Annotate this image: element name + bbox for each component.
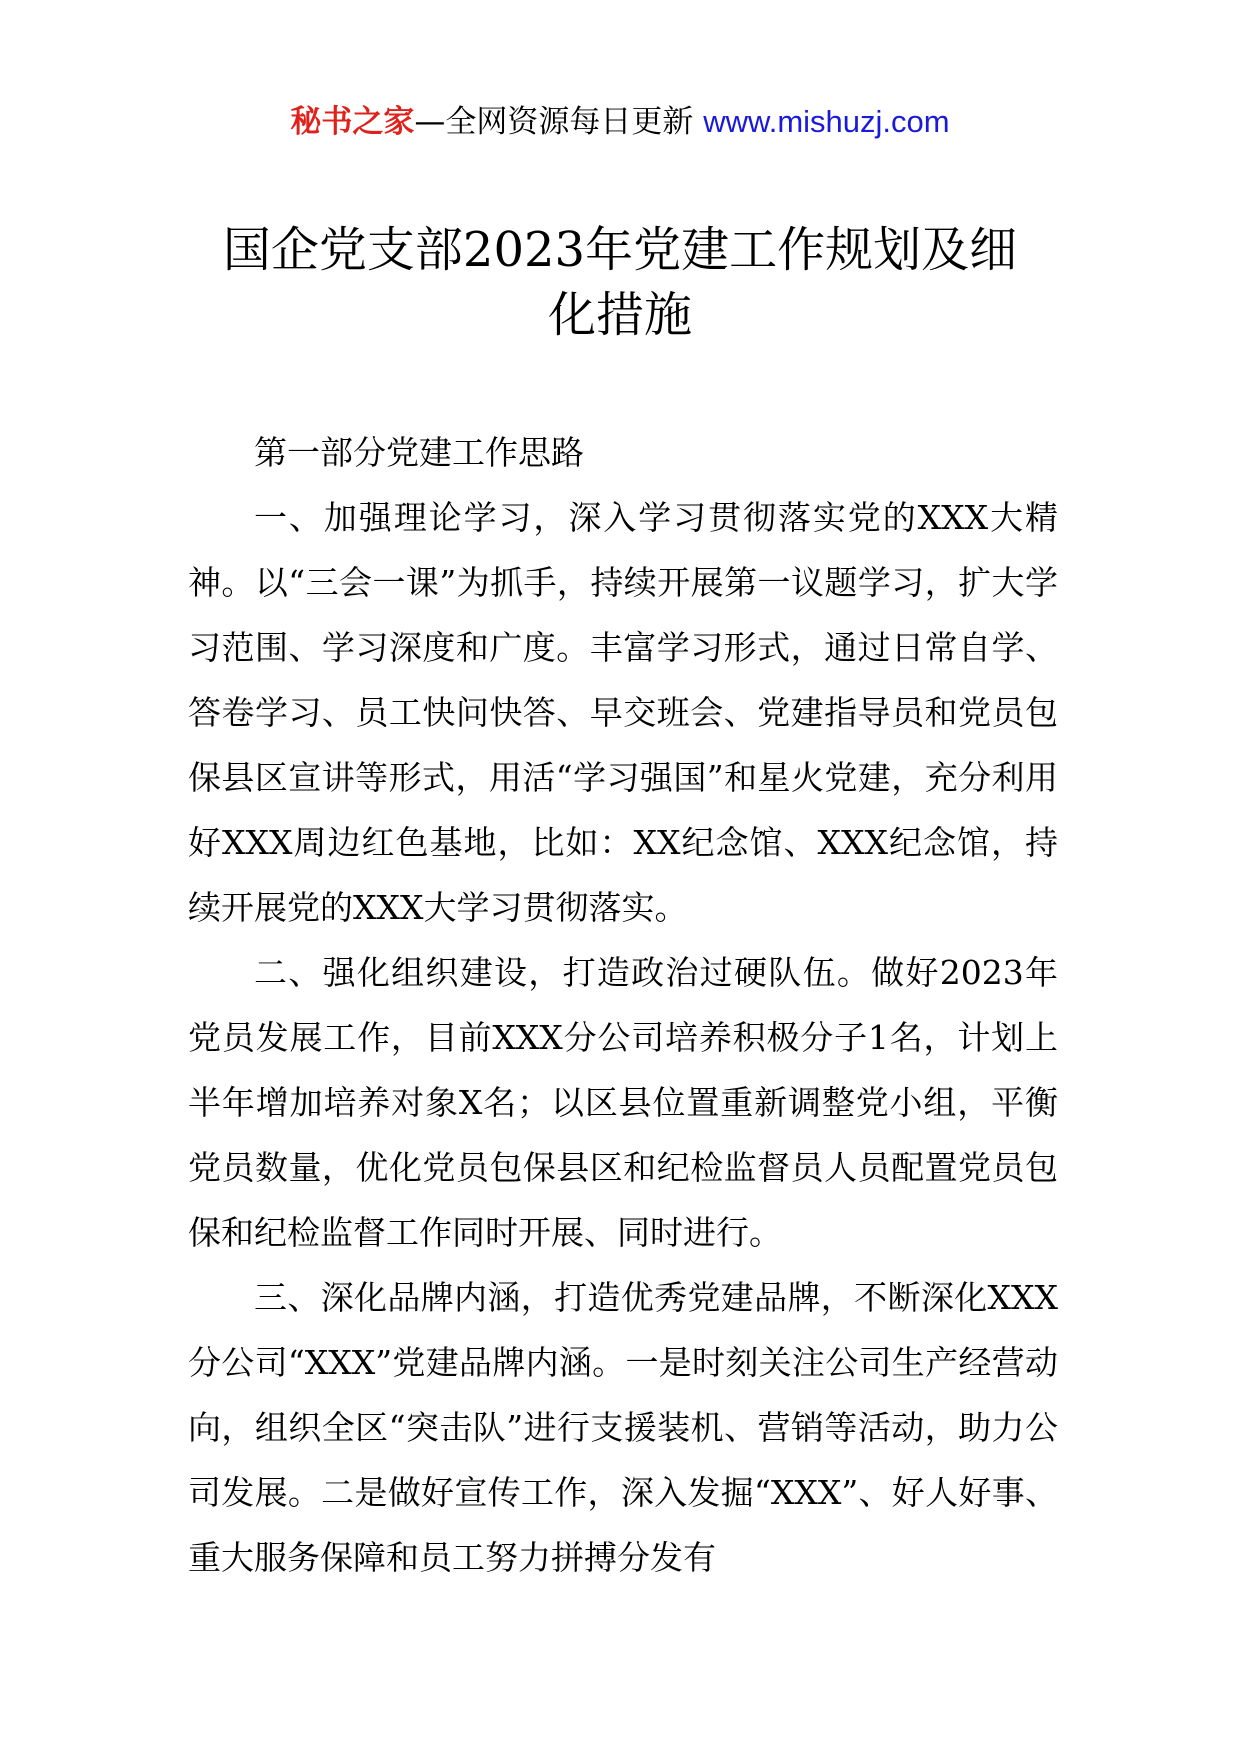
document-title: 国企党支部2023年党建工作规划及细化措施	[222, 222, 1018, 343]
paragraph-1: 一、加强理论学习，深入学习贯彻落实党的XXX大精神。以“三会一课”为抓手，持续开展第一议题学习，扩大学习范围、学习深度和广度。丰富学习形式，通过日常自学、答卷学习、员工快问快答、早交班会、党建指导员和党员包保县区宣讲等形式，用活“学习强国”和星火党建，充分利用好XXX周边红色基地，比如：XX纪念馆、XXX纪念馆，持续开展党的XXX大学习贯彻落实。	[188, 498, 1058, 927]
document-body	[188, 420, 1058, 1590]
paragraph-2: 二、强化组织建设，打造政治过硬队伍。做好2023年党员发展工作，目前XXX分公司培养积极分子1名，计划上半年增加培养对象X名；以区县位置重新调整党小组，平衡党员数量，优化党员包保县区和纪检监督员人员配置党员包保和纪检监督工作同时开展、同时进行。	[188, 953, 1058, 1252]
paragraph-3: 三、深化品牌内涵，打造优秀党建品牌，不断深化XXX分公司“XXX”党建品牌内涵。一是时刻关注公司生产经营动向，组织全区“突击队”进行支援装机、营销等活动，助力公司发展。二是做好宣传工作，深入发掘“XXX”、好人好事、重大服务保障和员工努力拼搏分发有	[188, 1278, 1058, 1577]
brand-name: 秘书之家	[290, 104, 415, 140]
site-header	[0, 100, 1240, 144]
header-slogan: —全网资源每日更新	[414, 104, 704, 140]
site-url-link[interactable]: www.mishuzj.com	[703, 104, 950, 139]
section-heading: 第一部分党建工作思路	[254, 433, 584, 472]
